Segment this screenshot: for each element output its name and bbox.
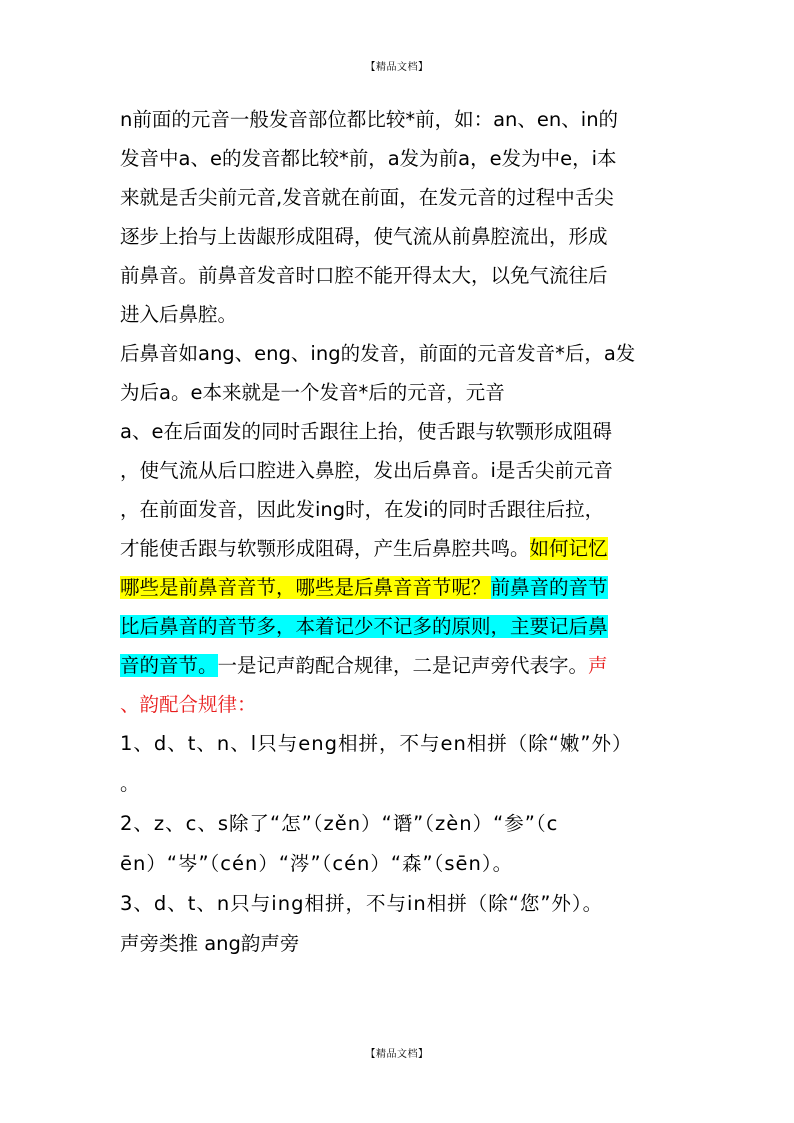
highlight-cyan: 比后鼻音的音节多，本着记少不记多的原则，主要记后鼻 (120, 615, 608, 638)
text-line: 声旁类推 ang韵声旁 (120, 932, 300, 955)
text-line: 。 (120, 772, 141, 795)
page-header: 【精品文档】 (365, 62, 429, 73)
text-line: ，在前面发音，因此发ing时，在发i的同时舌跟往后拉， (120, 498, 605, 521)
text-line: 来就是舌尖前元音,发音就在前面，在发元音的过程中舌尖 (120, 186, 614, 209)
red-heading: 、韵配合规律： (120, 693, 257, 716)
document-body (120, 100, 680, 963)
text-segment: 一是记声韵配合规律，二是记声旁代表字。 (217, 654, 589, 677)
text-line: ēn）“岑”（cén）“涔”（cén）“森”（sēn）。 (120, 852, 514, 875)
text-line: 后鼻音如ang、eng、ing的发音，前面的元音发音*后，a发 (120, 342, 636, 365)
highlight-cyan: 前鼻音的音节 (490, 576, 608, 599)
text-line (120, 607, 680, 646)
text-line: 为后a。e本来就是一个发音*后的元音，元音 (120, 381, 505, 404)
text-line (120, 646, 680, 685)
text-line: 2、z、c、s除了“怎”（zěn）“谮”（zèn）“参”（c (120, 812, 559, 835)
text-line: 1、d、t、n、l只与eng相拼，不与en相拼（除“嫩”外） (120, 732, 633, 755)
text-line: 前鼻音。前鼻音发音时口腔不能开得太大，以免气流往后 (120, 264, 608, 287)
text-line: n前面的元音一般发音部位都比较*前，如：an、en、in的 (120, 108, 619, 131)
text-line (120, 568, 680, 607)
text-line: a、e在后面发的同时舌跟往上抬，使舌跟与软颚形成阻碍 (120, 420, 612, 443)
red-heading-start: 声 (588, 654, 608, 677)
highlight-cyan: 音的音节。 (120, 654, 218, 677)
text-segment: 才能使舌跟与软颚形成阻碍，产生后鼻腔共鸣。 (120, 537, 530, 560)
text-line: 发音中a、e的发音都比较*前，a发为前a，e发为中e，i本 (120, 147, 617, 170)
text-line: ，使气流从后口腔进入鼻腔，发出后鼻音。i是舌尖前元音 (120, 459, 613, 482)
page-footer: 【精品文档】 (365, 1049, 429, 1060)
highlight-yellow: 哪些是前鼻音音节，哪些是后鼻音音节呢？ (120, 576, 491, 599)
text-line: 3、d、t、n只与ing相拼，不与in相拼（除“您”外）。 (120, 892, 604, 915)
text-line: 进入后鼻腔。 (120, 303, 238, 326)
highlight-yellow: 如何记忆 (529, 537, 608, 560)
text-line (120, 529, 680, 568)
text-line: 逐步上抬与上齿龈形成阻碍，使气流从前鼻腔流出，形成 (120, 225, 608, 248)
